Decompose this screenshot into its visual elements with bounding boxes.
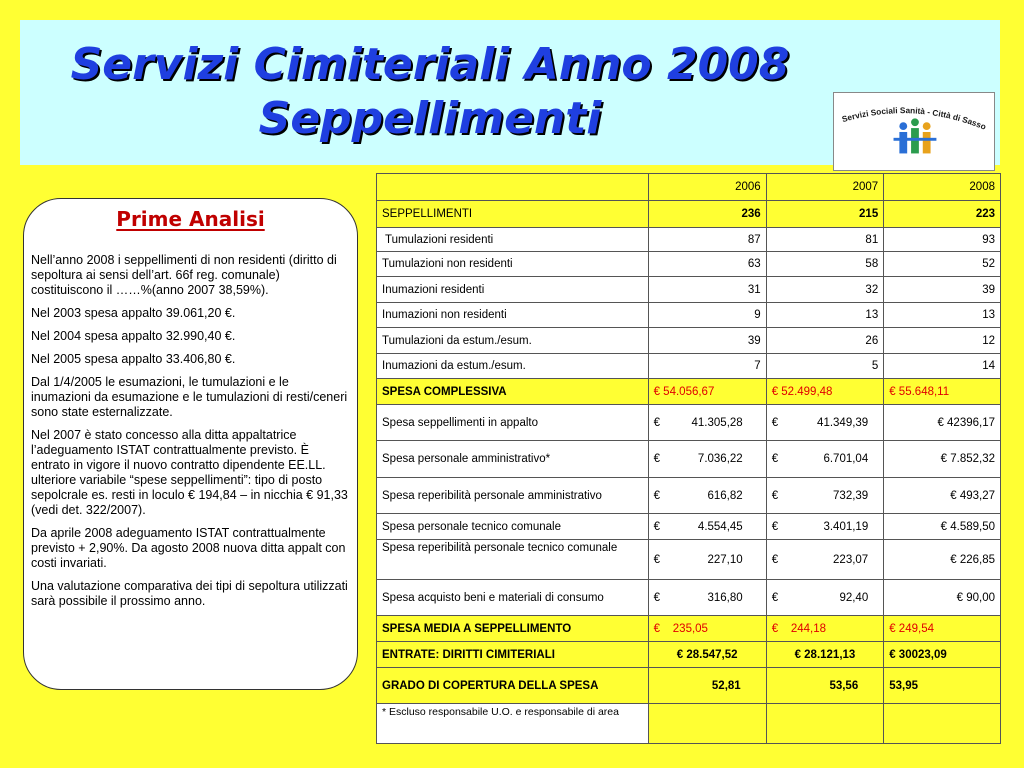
people-figures-icon [834,93,994,170]
cell-value: € 30023,09 [884,642,1001,668]
cell-value [648,514,766,540]
table-row [377,252,1001,277]
cell-value: 12 [884,328,1001,354]
cell-amount: 92,40 [839,591,869,604]
row-label: Inumazioni residenti [377,277,649,303]
euro-sign: € [771,453,779,465]
note-paragraph: Nel 2003 spesa appalto 39.061,20 €. [31,306,236,320]
cell-value: 26 [766,328,884,354]
cell-value [766,441,884,478]
euro-sign: € [653,622,660,635]
cell-value: 39 [884,277,1001,303]
row-label: Spesa seppellimenti in appalto [377,405,649,441]
cell-value: € 42396,17 [884,405,1001,441]
row-label: Spesa reperibilità personale tecnico comunale [377,540,649,580]
table-row-spesa-complessiva [377,379,1001,405]
cell-value: 52 [884,252,1001,277]
cell-amount: 316,80 [707,591,743,604]
notes-title: Prime Analisi [116,207,265,231]
notes-panel [23,198,358,690]
cell-value [766,540,884,580]
table-row [377,354,1001,379]
euro-sign: € [653,416,660,429]
cell-value: 236 [648,201,766,228]
cell-value: 7 [648,354,766,379]
title-line-2: Seppellimenti [258,93,602,144]
table-row-copertura [377,668,1001,704]
cell-value: € 54.056,67 [648,379,766,405]
euro-sign: € [771,553,779,566]
cell-value [766,580,884,616]
note-paragraph: Dal 1/4/2005 le esumazioni, le tumulazioni e le inumazioni da esumazione e le tumulazioni di resti/ceneri sono state esternalizzate. [31,375,348,419]
cell-value: € 28.547,52 [648,642,766,668]
cell-amount: 223,07 [833,553,869,566]
empty-cell [884,704,1001,744]
row-label: Tumulazioni non residenti [377,252,649,277]
cell-value: 93 [884,228,1001,252]
cell-value: 13 [766,303,884,328]
euro-sign: € [771,520,779,533]
row-label: SPESA COMPLESSIVA [377,379,649,405]
cell-amount: 3.401,19 [823,520,869,533]
cell-value: 32 [766,277,884,303]
cell-value [766,478,884,514]
cell-amount: 235,05 [672,622,708,635]
cell-amount: 7.036,22 [697,453,743,465]
note-paragraph: Nell’anno 2008 i seppellimenti di non residenti (diritto di sepoltura ai sensi dell’art. 66f reg. comunale) costituiscono il ……%(anno 2007 38,59%). [31,253,337,297]
cell-value: € 493,27 [884,478,1001,514]
cell-value: 52,81 [648,668,766,704]
cell-value [648,580,766,616]
table-row [377,478,1001,514]
cell-value [766,616,884,642]
cell-value: 9 [648,303,766,328]
table-row [377,540,1001,580]
cell-amount: 6.701,04 [823,453,869,465]
cell-value [648,616,766,642]
cell-value [766,405,884,441]
row-label: Tumulazioni residenti [377,228,649,252]
table-row [377,328,1001,354]
burial-data-table [376,173,1001,744]
note-paragraph: Da aprile 2008 adeguamento ISTAT contrattualmente previsto + 2,90%. Da agosto 2008 nuova ditta appalt con costi invariati. [31,526,346,570]
table-row [377,405,1001,441]
year-header: 2008 [884,174,1001,201]
cell-value: 31 [648,277,766,303]
cell-value [648,405,766,441]
logo [833,92,995,171]
cell-value: 81 [766,228,884,252]
euro-sign: € [771,416,779,429]
page-title [20,38,840,146]
table-row-spesa-media [377,616,1001,642]
cell-amount: 41.349,39 [817,416,869,429]
table-row [377,580,1001,616]
row-label: Tumulazioni da estum./esum. [377,328,649,354]
cell-value: € 90,00 [884,580,1001,616]
cell-value: € 7.852,32 [884,441,1001,478]
euro-sign: € [653,453,660,465]
cell-value: 63 [648,252,766,277]
cell-value: 39 [648,328,766,354]
euro-sign: € [653,591,660,604]
row-label: SEPPELLIMENTI [377,201,649,228]
cell-value: € 249,54 [884,616,1001,642]
cell-amount: 4.554,45 [697,520,743,533]
cell-value: € 52.499,48 [766,379,884,405]
note-paragraph: Una valutazione comparativa dei tipi di sepoltura utilizzati sarà possibile il prossimo anno. [31,579,348,608]
year-header: 2006 [648,174,766,201]
cell-value: € 55.648,11 [884,379,1001,405]
table-row [377,514,1001,540]
cell-value [648,441,766,478]
note-paragraph: Nel 2005 spesa appalto 33.406,80 €. [31,352,236,366]
row-label: Spesa personale amministrativo* [377,441,649,478]
row-label: Inumazioni da estum./esum. [377,354,649,379]
notes-body [31,253,351,617]
cell-amount: 244,18 [790,622,827,635]
cell-amount: 227,10 [707,553,743,566]
cell-value [648,540,766,580]
row-label: SPESA MEDIA A SEPPELLIMENTO [377,616,649,642]
cell-value: 58 [766,252,884,277]
euro-sign: € [771,591,779,604]
cell-value: 223 [884,201,1001,228]
table-row [377,228,1001,252]
cell-value: 215 [766,201,884,228]
row-label: Spesa reperibilità personale amministrativo [377,478,649,514]
table-row [377,277,1001,303]
cell-value: 53,95 [884,668,1001,704]
cell-value: 14 [884,354,1001,379]
year-header: 2007 [766,174,884,201]
row-label: Inumazioni non residenti [377,303,649,328]
row-label: Spesa personale tecnico comunale [377,514,649,540]
cell-amount: 616,82 [707,489,743,502]
euro-sign: € [653,489,660,502]
cell-value: € 4.589,50 [884,514,1001,540]
header-empty-cell [377,174,649,201]
footnote: * Escluso responsabile U.O. e responsabile di area [377,704,649,744]
row-label: Spesa acquisto beni e materiali di consumo [377,580,649,616]
euro-sign: € [653,520,660,533]
table-row [377,441,1001,478]
cell-value: 87 [648,228,766,252]
title-line-1: Servizi Cimiteriali Anno 2008 [70,39,790,90]
note-paragraph: Nel 2004 spesa appalto 32.990,40 €. [31,329,236,343]
cell-value [766,514,884,540]
euro-sign: € [771,489,779,502]
empty-cell [766,704,884,744]
euro-sign: € [653,553,660,566]
svg-text:Servizi Sociali Sanità - Città: Servizi Sociali Sanità - Città di Sasso [840,106,988,132]
table-row [377,303,1001,328]
cell-value: € 226,85 [884,540,1001,580]
table-row-seppellimenti [377,201,1001,228]
note-paragraph: Nel 2007 è stato concesso alla ditta appaltatrice l’adeguamento ISTAT contrattualmente previsto. È entrato in vigore il nuovo contratto dipendente EE.LL. ulteriore variabile “spese seppellimenti”: tipo di posto sepolcrale es. resti in loculo € 194,84 – in nicchia € 91,33 (vedi det. 322/2007). [31,428,348,517]
cell-value [648,478,766,514]
cell-value: € 28.121,13 [766,642,884,668]
cell-amount: 41.305,28 [691,416,743,429]
cell-amount: 732,39 [833,489,869,502]
table-header-row [377,174,1001,201]
cell-value: 13 [884,303,1001,328]
cell-value: 53,56 [766,668,884,704]
table-row-footnote [377,704,1001,744]
empty-cell [648,704,766,744]
row-label: GRADO DI COPERTURA DELLA SPESA [377,668,649,704]
euro-sign: € [771,622,779,635]
row-label: ENTRATE: DIRITTI CIMITERIALI [377,642,649,668]
cell-value: 5 [766,354,884,379]
table-row-entrate [377,642,1001,668]
